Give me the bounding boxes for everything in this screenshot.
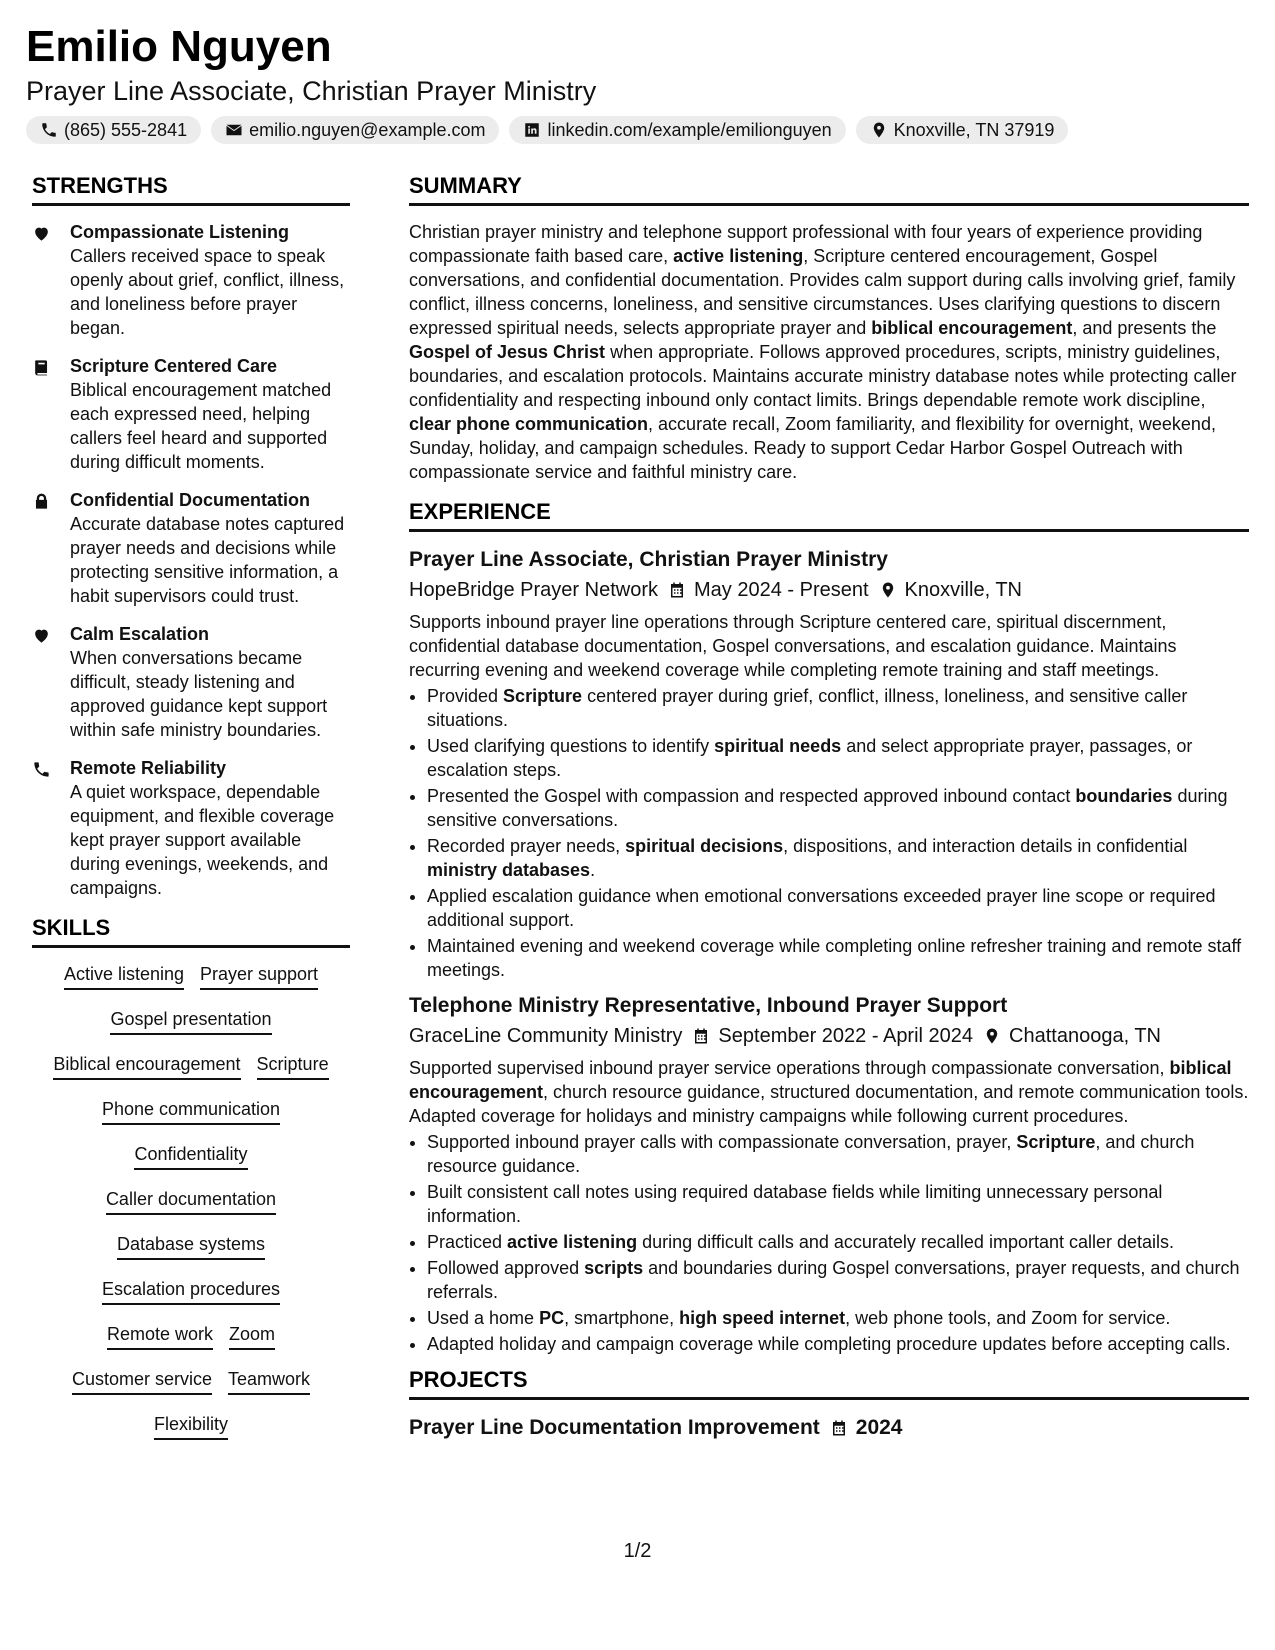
body-text: during sensitive conversations. <box>427 786 1228 830</box>
skill-row <box>32 1007 350 1035</box>
right-column <box>409 172 1249 1442</box>
strength-title: Calm Escalation <box>70 624 210 644</box>
emphasis-text: boundaries <box>1075 786 1173 806</box>
skills-heading: SKILLS <box>32 914 350 948</box>
body-text: Applied escalation guidance when emotional conversations exceeded prayer line scope or required additional support. <box>427 886 1216 930</box>
calendar-icon <box>668 581 686 599</box>
skill-row <box>32 1052 350 1080</box>
body-text: during difficult calls and accurately recalled important caller details. <box>637 1232 1175 1252</box>
bullet-item <box>427 1130 1249 1178</box>
bullet-item <box>427 934 1249 982</box>
job-dates-text: May 2024 - Present <box>694 579 869 601</box>
job-bullets <box>409 1130 1249 1356</box>
strength-title: Confidential Documentation <box>70 490 310 510</box>
job-location-text: Knoxville, TN <box>904 579 1022 601</box>
strength-desc: Callers received space to speak openly about grief, conflict, illness, and loneliness before prayer began. <box>70 246 345 338</box>
body-text: Supports inbound prayer line operations through Scripture centered care, spiritual discernment, confidential database documentation, Gospel conversations, and escalation guidance. Maintains recurring evening and weekend coverage while completing remote training and staff meetings. <box>409 612 1177 680</box>
skill-row <box>32 1277 350 1305</box>
contact-linkedin-text: linkedin.com/example/emilionguyen <box>547 119 832 140</box>
strength-item <box>32 756 350 900</box>
skill-tag: Zoom <box>229 1322 275 1350</box>
contact-location-text: Knoxville, TN 37919 <box>893 119 1055 140</box>
body-text: , and presents the <box>1072 318 1217 338</box>
skill-row <box>32 962 350 990</box>
job-location <box>879 576 1022 604</box>
bullet-item <box>427 1180 1249 1228</box>
bullet-item <box>427 1256 1249 1304</box>
phone-icon <box>40 121 58 139</box>
emphasis-text: Scripture <box>503 686 583 706</box>
body-text: Supported supervised inbound prayer service operations through compassionate conversation, <box>409 1058 1170 1078</box>
calendar-icon <box>830 1419 848 1437</box>
body-text: when appropriate. Follows approved procedures, scripts, ministry guidelines, boundaries, and escalation protocols. Maintains accurate ministry database notes while protecting caller confidentiality and respecting inbound only contact limits. Brings dependable remote work discipline, <box>409 342 1237 410</box>
emphasis-text: spiritual decisions <box>625 836 784 856</box>
project-date <box>830 1414 903 1442</box>
bullet-item <box>427 1332 1249 1356</box>
body-text: Presented the Gospel with compassion and respected approved inbound contact <box>427 786 1076 806</box>
emphasis-text: active listening <box>673 246 804 266</box>
skill-tag: Gospel presentation <box>110 1007 271 1035</box>
job-title: Telephone Ministry Representative, Inbound Prayer Support <box>409 994 1008 1017</box>
skill-row <box>32 1142 350 1170</box>
skill-tag: Remote work <box>107 1322 213 1350</box>
strength-desc: Biblical encouragement matched each expressed need, helping callers feel heard and supported during difficult moments. <box>70 380 332 472</box>
candidate-role: Prayer Line Associate, Christian Prayer Ministry <box>26 76 597 106</box>
emphasis-text: high speed internet <box>679 1308 846 1328</box>
body-text: Used clarifying questions to identify <box>427 736 715 756</box>
emphasis-text: active listening <box>507 1232 638 1252</box>
skill-tag: Teamwork <box>228 1367 310 1395</box>
body-text: Provided <box>427 686 504 706</box>
body-text: Practiced <box>427 1232 508 1252</box>
skill-row <box>32 1187 350 1215</box>
emphasis-text: Scripture <box>1016 1132 1096 1152</box>
project-item <box>409 1414 1249 1442</box>
contact-email[interactable] <box>211 116 499 144</box>
emphasis-text: scripts <box>584 1258 644 1278</box>
body-text: and boundaries during Gospel conversations, prayer requests, and church referrals. <box>427 1258 1240 1302</box>
skill-tag: Phone communication <box>102 1097 280 1125</box>
job-location-text: Chattanooga, TN <box>1009 1025 1161 1047</box>
left-column <box>32 172 350 1457</box>
skill-tag: Caller documentation <box>106 1187 276 1215</box>
body-text: Adapted holiday and campaign coverage while completing procedure updates before accepting calls. <box>427 1334 1231 1354</box>
emphasis-text: clear phone communication <box>409 414 649 434</box>
body-text: Followed approved <box>427 1258 585 1278</box>
body-text: Used a home <box>427 1308 540 1328</box>
skill-tag: Flexibility <box>154 1412 228 1440</box>
emphasis-text: biblical encouragement <box>871 318 1073 338</box>
envelope-icon <box>225 121 243 139</box>
location-pin-icon <box>983 1027 1001 1045</box>
body-text: , Scripture centered encouragement, Gospel conversations, and confidential documentation. Provides calm support during calls involving grief, family conflict, illness concerns, loneliness, and sensitive circumstances. Uses clarifying questions to discern expressed spiritual needs, selects appropriate prayer and <box>409 246 1236 338</box>
body-text: Supported inbound prayer calls with compassionate conversation, prayer, <box>427 1132 1017 1152</box>
skill-tag: Biblical encouragement <box>53 1052 240 1080</box>
job-description <box>409 610 1249 682</box>
contact-bar <box>26 116 1250 144</box>
strength-item <box>32 622 350 742</box>
job-meta <box>409 1022 1249 1050</box>
strength-item <box>32 220 350 340</box>
strength-title: Remote Reliability <box>70 758 227 778</box>
bullet-item <box>427 1230 1249 1254</box>
strength-desc: Accurate database notes captured prayer needs and decisions while protecting sensitive information, a habit supervisors could trust. <box>70 514 345 606</box>
heart-icon <box>32 224 51 243</box>
body-text: , web phone tools, and Zoom for service. <box>845 1308 1171 1328</box>
phone-icon <box>32 760 51 779</box>
contact-location <box>856 116 1069 144</box>
skill-row <box>32 1412 350 1440</box>
job-meta <box>409 576 1249 604</box>
bullet-item <box>427 884 1249 932</box>
job-bullets <box>409 684 1249 982</box>
emphasis-text: Gospel of Jesus Christ <box>409 342 606 362</box>
body-text: , dispositions, and interaction details in confidential <box>783 836 1188 856</box>
strength-desc: When conversations became difficult, steady listening and approved guidance kept support within safe ministry boundaries. <box>70 648 328 740</box>
page-number: 1/2 <box>623 1540 652 1562</box>
summary-text <box>409 220 1249 484</box>
skill-tag: Customer service <box>72 1367 212 1395</box>
project-year: 2024 <box>855 1416 903 1439</box>
skill-tag: Database systems <box>117 1232 265 1260</box>
skill-row <box>32 1322 350 1350</box>
body-text: , smartphone, <box>564 1308 680 1328</box>
skill-tag: Active listening <box>64 962 184 990</box>
bullet-item <box>427 734 1249 782</box>
project-title: Prayer Line Documentation Improvement <box>409 1416 820 1439</box>
strength-item <box>32 488 350 608</box>
emphasis-text: PC <box>539 1308 565 1328</box>
body-text: Recorded prayer needs, <box>427 836 626 856</box>
job-company: HopeBridge Prayer Network <box>409 579 658 601</box>
job-entry <box>409 992 1249 1356</box>
contact-phone[interactable] <box>26 116 201 144</box>
job-location <box>983 1022 1161 1050</box>
job-company: GraceLine Community Ministry <box>409 1025 683 1047</box>
body-text: , church resource guidance, structured documentation, and remote communication tools. Adapted coverage for holidays and ministry campaigns while following current procedures. <box>409 1082 1249 1126</box>
strength-desc: A quiet workspace, dependable equipment, and flexible coverage kept prayer support available during evenings, weekends, and campaigns. <box>70 782 335 898</box>
location-pin-icon <box>879 581 897 599</box>
contact-email-text: emilio.nguyen@example.com <box>249 119 486 140</box>
body-text: Built consistent call notes using required database fields while limiting unnecessary personal information. <box>427 1182 1163 1226</box>
strength-title: Scripture Centered Care <box>70 356 278 376</box>
contact-linkedin[interactable] <box>509 116 845 144</box>
bullet-item <box>427 834 1249 882</box>
location-pin-icon <box>870 121 888 139</box>
job-entry <box>409 546 1249 982</box>
experience-heading: EXPERIENCE <box>409 498 1249 532</box>
job-dates <box>668 576 869 604</box>
skill-tag: Escalation procedures <box>102 1277 280 1305</box>
skills-list <box>32 962 350 1440</box>
summary-heading: SUMMARY <box>409 172 1249 206</box>
skill-row <box>32 1232 350 1260</box>
projects-heading: PROJECTS <box>409 1366 1249 1400</box>
skill-tag: Confidentiality <box>134 1142 247 1170</box>
body-text: Maintained evening and weekend coverage while completing online refresher training and remote staff meetings. <box>427 936 1242 980</box>
skill-tag: Scripture <box>257 1052 329 1080</box>
bullet-item <box>427 1306 1249 1330</box>
heart-icon <box>32 626 51 645</box>
job-description <box>409 1056 1249 1128</box>
skill-row <box>32 1097 350 1125</box>
emphasis-text: spiritual needs <box>714 736 842 756</box>
job-dates <box>692 1022 973 1050</box>
emphasis-text: ministry databases <box>427 860 591 880</box>
body-text: . <box>590 860 596 880</box>
job-dates-text: September 2022 - April 2024 <box>718 1025 974 1047</box>
book-icon <box>32 358 51 377</box>
candidate-name: Emilio Nguyen <box>26 22 332 71</box>
linkedin-icon <box>523 121 541 139</box>
bullet-item <box>427 684 1249 732</box>
lock-icon <box>32 492 51 511</box>
skill-row <box>32 1367 350 1395</box>
resume-page <box>26 22 1250 1439</box>
bullet-item <box>427 784 1249 832</box>
strength-item <box>32 354 350 474</box>
skill-tag: Prayer support <box>200 962 318 990</box>
emphasis-text: biblical encouragement <box>409 1058 1232 1102</box>
body-text: and select appropriate prayer, passages, or escalation steps. <box>427 736 1193 780</box>
calendar-icon <box>692 1027 710 1045</box>
strength-title: Compassionate Listening <box>70 222 290 242</box>
job-title: Prayer Line Associate, Christian Prayer Ministry <box>409 548 888 571</box>
contact-phone-text: (865) 555-2841 <box>64 119 188 140</box>
body-text: centered prayer during grief, conflict, illness, loneliness, and sensitive caller situations. <box>427 686 1188 730</box>
body-text: , and church resource guidance. <box>427 1132 1195 1176</box>
body-text: Christian prayer ministry and telephone support professional with four years of experience providing compassionate faith based care, <box>409 222 1203 266</box>
body-text: , accurate recall, Zoom familiarity, and flexibility for overnight, weekend, Sunday, holiday, and campaign schedules. Ready to support Cedar Harbor Gospel Outreach with compassionate service and faithful ministry care. <box>409 414 1216 482</box>
experience-list <box>409 546 1249 1356</box>
strengths-heading: STRENGTHS <box>32 172 350 206</box>
